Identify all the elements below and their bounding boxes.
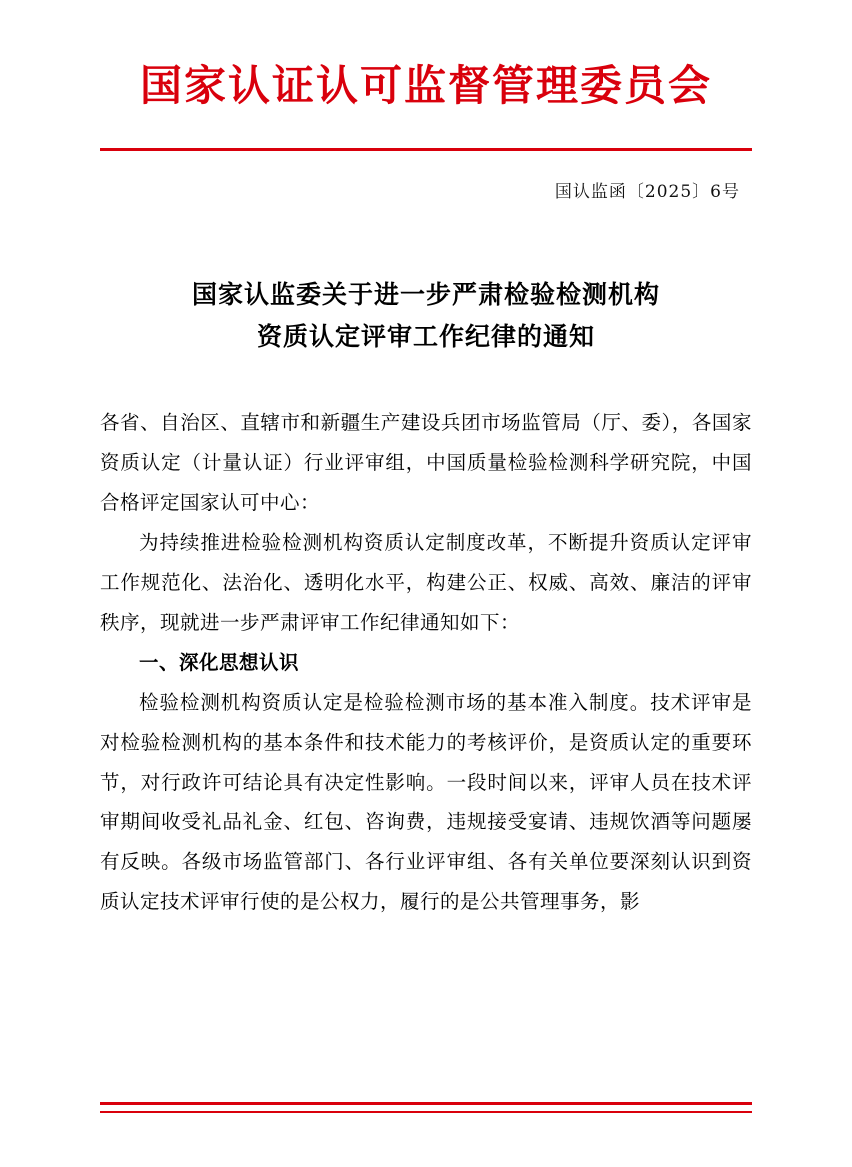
masthead [100,0,752,151]
document-body [100,403,752,923]
document-number: 国认监函〔2025〕6号 [554,182,740,203]
paragraph-preamble: 为持续推进检验检测机构资质认定制度改革，不断提升资质认定评审工作规范化、法治化、透明化水平，构建公正、权威、高效、廉洁的评审秩序，现就进一步严肃评审工作纪律通知如下： [100,530,752,634]
footer-red-rule-thin [100,1111,752,1113]
masthead-red-rule [100,148,752,151]
paragraph-addressee: 各省、自治区、直辖市和新疆生产建设兵团市场监管局（厅、委），各国家资质认定（计量认证）行业评审组，中国质量检验检测科学研究院，中国合格评定国家认可中心： [100,410,752,514]
document-title-line-1: 国家认监委关于进一步严肃检验检测机构 [191,280,660,310]
section-heading-1: 一、深化思想认识 [139,650,300,674]
document-title-line-2: 资质认定评审工作纪律的通知 [256,321,595,351]
issuing-authority-title: 国家认证认可监督管理委员会 [139,61,712,110]
footer-red-rule-thick [100,1102,752,1105]
document-title [100,274,752,357]
document-number-row [100,177,752,202]
paragraph-section-1-body: 检验检测机构资质认定是检验检测市场的基本准入制度。技术评审是对检验检测机构的基本条件和技术能力的考核评价，是资质认定的重要环节，对行政许可结论具有决定性影响。一段时间以来，评审人员在技术评审期间收受礼品礼金、红包、咨询费，违规接受宴请、违规饮酒等问题屡有反映。各级市场监管部门、各行业评审组、各有关单位要深刻认识到资质认定技术评审行使的是公权力，履行的是公共管理事务，影 [100,690,752,914]
